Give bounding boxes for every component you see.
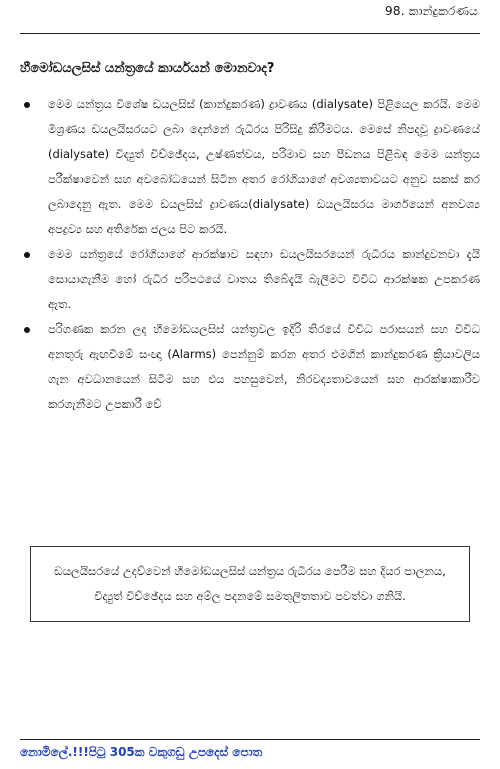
bullet-dot-icon <box>24 252 30 258</box>
bullet-dot-icon <box>24 102 30 108</box>
bullet-list <box>20 92 480 417</box>
bullet-item <box>20 317 480 417</box>
summary-note-box <box>30 546 470 622</box>
bullet-item <box>20 242 480 317</box>
footer-book-title: නොමිලේ.!!!පිටු 305ක වකුගඩු උපදෙස් පොත <box>20 745 263 759</box>
header-divider <box>20 33 480 34</box>
summary-note-text: ඩයලයිසරයේ උදව්වෙන් හීමෝඩයලසිස් යන්ත්‍රය රුධිරය පෙරීම සහ දියර පාලනය, විද්‍යුත් විච්ඡේදය සහ අම්ල පදනමේ සමතුලිතතාව පවත්වා ගනියි. <box>54 564 446 603</box>
bullet-text: මෙම යන්ත්‍රයේ රෝගියාගේ ආරක්ෂාව සඳහා ඩයලයිසරයෙන් රුධිරය කාන්දුවනවා දැයි සොයාගැනීම හෝ රුධිර පරිපථයේ වාතය තිබේදැයි බැලීමට විවිධ ආරක්ෂක උපකරණ ඇත. <box>48 247 480 311</box>
section-heading: හීමෝඩයලසිස් යන්ත්‍රයේ කාර්යයන් මොනවාද? <box>20 61 275 76</box>
footer-divider <box>20 739 480 740</box>
bullet-dot-icon <box>24 327 30 333</box>
bullet-text: මෙම යන්ත්‍රය විශේෂ ඩයලසිස් (කාන්දුකරණ) ද්‍රාවණය (dialysate) පිළියෙල කරයි. මෙම මිශ්‍රණය ඩයලයිසරයට ලබා දෙන්නේ රුධිරය පිරිසිදු කිරීමටය. මෙසේ නිපදවූ ද්‍රාවණයේ (dialysate) විද්‍යුත් විච්ඡේදය, උෂ්ණත්වය, පරිමාව සහ පීඩනය පිළිබඳ මෙම යන්ත්‍රය පරීක්ෂාවෙන් සහ අවබෝධයෙන් සිටින අතර රෝගියාගේ අවශ්‍යතාවයට අනුව සකස් කර ලබාදෙනු ඇත. මෙම ඩයලසිස් ද්‍රාවණය(dialysate) ඩයලයිසරය මාර්ගයෙන් අනවශ්‍ය අපද්‍රව්‍ය සහ අතිරේක ජලය පිට කරයි. <box>48 97 480 236</box>
bullet-text: පරිගණක කරන ලද හීමෝඩයලසිස් යන්ත්‍රවල ඉදිරි තිරයේ විවිධ පරාසයන් සහ විවිධ අනතුරු ඇඟවීමේ සංඥා (Alarms) පෙන්නුම් කරන අතර එමගින් කාන්දුකරණ ක්‍රියාවලිය ගැන අවධානයෙන් සිටීම සහ එය පහසුවෙන්, නිරවද්‍යතාවයෙන් සහ ආරක්ෂාකාරීව කරගැනීමට උපකාරී වේ <box>48 322 480 411</box>
bullet-item <box>20 92 480 242</box>
page-header-title: 98. කාන්දුකරණය <box>385 4 478 18</box>
